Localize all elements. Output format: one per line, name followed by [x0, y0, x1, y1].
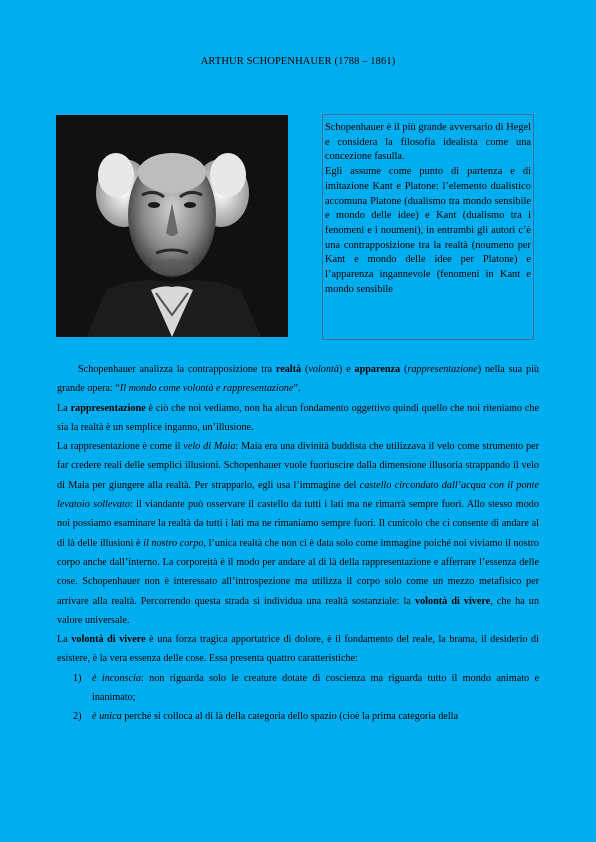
list-item-text: : non riguarda solo le creature dotate di coscienza ma riguarda tutto il mondo animato e inanimato;: [92, 672, 540, 704]
text-run: è ciò che noi vediamo, non ha alcun fondamento oggettivo quindi quello che noi riteniamo che sia la realtà è un semplice inganno, un’illusione.: [57, 402, 539, 433]
list-item-term: è inconscia: [92, 672, 141, 684]
list-number: 2): [73, 711, 82, 723]
text-run: La: [57, 634, 72, 646]
term-realta: realtà: [275, 364, 302, 375]
term-apparenza: apparenza: [354, 364, 401, 375]
term-rappresentazione: rappresentazione: [407, 364, 478, 375]
text-run: : il viandante può osservare il castello da tutti i lati ma ne rimarrà sempre fuori. Allo stesso modo noi possiamo esaminare la realtà da tutti i lati ma ne rimaniamo sempre fuori. Il cunicolo che ci consente di andare al di là delle illusioni è: [57, 499, 539, 549]
intro-text-box: [322, 114, 534, 340]
term-volonta-di-vivere: volontà di vivere: [71, 634, 146, 646]
term-volonta: volontà: [308, 364, 339, 375]
term-rappresentazione-bold: rappresentazione: [70, 402, 146, 414]
text-run: : Maia era una divinità buddista che utilizzava il velo come strumento per far credere reali delle semplici illusioni. Schopenhauer vuole fuoriuscire dalla dimensione illusoria strappando il velo di Maia per giungere alla realtà. Per strapparlo, egli usa l’immagine del: [57, 441, 540, 491]
text-run: , l’unica realtà che non ci è data solo come immagine poiché noi viviamo il nostro corpo anche dall’interno. La corporeità è il modo per andare al di là della rappresentazione e afferrare l’essenza delle cose. Schopenhauer non è interessato all’introspezione ma utilizza il corpo solo come un mezzo metafisico per arrivare alla realtà. Percorrendo questa strada si individua una realtà sostanziale: la: [57, 537, 540, 607]
paragraph-volonta-di-vivere: [57, 630, 539, 669]
text-run: Schopenhauer analizza la contrapposizione tra: [78, 364, 276, 375]
text-run: , che ha un valore universale.: [57, 595, 539, 626]
intro-paragraph-1: Schopenhauer è il più grande avversario di Hegel e considera la filosofia idealista come una concezione fasulla.: [325, 122, 531, 163]
term-castello: castello circondato dall’acqua con il ponte levatoio sollevato: [57, 479, 539, 511]
list-item: [57, 707, 539, 726]
main-text: [57, 360, 539, 727]
list-item-text: perché si colloca al di là della categoria dello spazio (cioè la prima categoria della: [121, 711, 459, 723]
text-run: ) nella sua più grande opera: “: [57, 364, 539, 395]
text-run: (: [400, 364, 408, 375]
list-item: [57, 669, 539, 708]
text-run: ”.: [293, 383, 301, 395]
term-volonta-di-vivere: volontà di vivere: [414, 595, 491, 607]
paragraph-opera: [57, 360, 539, 399]
paragraph-velo-di-maia: [57, 437, 539, 630]
paragraph-rappresentazione: [57, 399, 539, 438]
text-run: (: [301, 364, 309, 375]
list-number: 1): [73, 672, 82, 684]
list-item-term: è unica: [92, 711, 122, 723]
text-run: è una forza tragica apportatrice di dolore, è il fondamento del reale, la brama, il desiderio di esistere, è la vera essenza delle cose. Essa presenta quattro caratteristiche:: [57, 634, 539, 665]
term-velo-di-maia: velo di Maia: [183, 441, 236, 453]
characteristics-list: [57, 669, 539, 727]
work-title: Il mondo come volontà e rappresentazione: [119, 383, 294, 395]
page-title: ARTHUR SCHOPENHAUER (1788 – 1861): [200, 56, 396, 67]
text-run: La: [57, 402, 71, 414]
term-nostro-corpo: il nostro corpo: [143, 537, 204, 549]
intro-paragraph-2: Egli assume come punto di partenza e di imitazione Kant e Platone: l’elemento dualistico accomuna Platone (dualismo tra mondo sensibile e mondo delle idee) e Kant (dualismo tra i fenomeni e i noumeni), in entrambi gli autori c’è una contrapposizione tra la realtà (noumeno per Kant e mondo delle idee per Platone) e l’apparenza ingannevole (fenomeni in Kant e mondo sensibile: [325, 166, 531, 295]
text-run: La rappresentazione è come il: [57, 441, 184, 453]
schopenhauer-portrait: [56, 115, 288, 337]
text-run: ) e: [338, 364, 355, 375]
